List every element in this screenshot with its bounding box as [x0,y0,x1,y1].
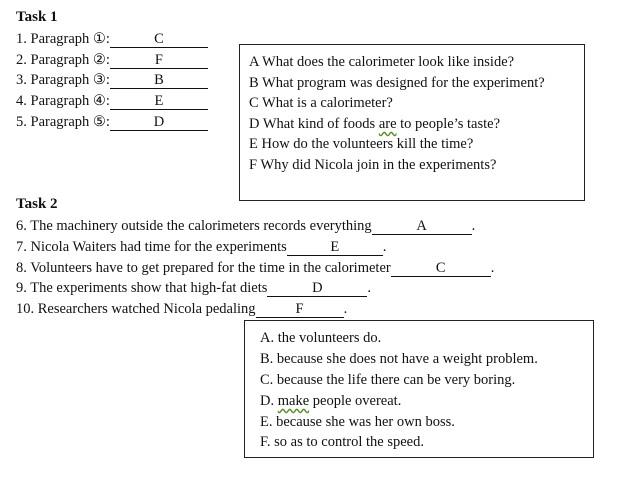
option-e: E. because she was her own boss. [260,414,455,430]
answer-blank[interactable]: D [267,281,367,297]
task2-item-8 [16,259,494,277]
item-prefix: 4. Paragraph ④: [16,93,110,109]
option-c: C. because the life there can be very boring. [260,372,516,388]
option-f: F Why did Nicola join in the experiments? [249,157,497,173]
item-prefix: 7. Nicola Waiters had time for the experiments [16,239,287,255]
item-prefix: 2. Paragraph ②: [16,52,110,68]
option-f: F. so as to control the speed. [260,434,424,450]
answer-blank[interactable]: E [287,240,383,256]
item-prefix: 5. Paragraph ⑤: [16,114,110,130]
answer-blank[interactable]: F [110,53,208,69]
item-suffix: . [490,260,495,276]
option-b: B. because she does not have a weight problem. [260,351,538,367]
item-suffix: . [382,239,387,255]
item-suffix: . [367,280,372,296]
answer-blank[interactable]: C [391,261,491,277]
answer-blank[interactable]: A [372,219,472,235]
task1-title: Task 1 [16,9,58,25]
task1-item-1 [16,30,208,48]
task2-item-9 [16,279,371,297]
task1-item-3 [16,71,208,89]
option-a: A What does the calorimeter look like inside? [249,54,515,70]
item-prefix: 1. Paragraph ①: [16,31,110,47]
task2-title: Task 2 [16,196,58,212]
answer-blank[interactable]: B [110,73,208,89]
task2-item-7 [16,238,386,256]
option-d: D. make people overeat. [260,393,402,409]
answer-blank[interactable]: D [110,115,208,131]
option-c: C What is a calorimeter? [249,95,393,111]
answer-blank[interactable]: E [110,94,208,110]
item-prefix: 9. The experiments show that high-fat diets [16,280,268,296]
answer-blank[interactable]: C [110,32,208,48]
item-prefix: 10. Researchers watched Nicola pedaling [16,301,256,317]
task2-item-10 [16,300,347,318]
item-suffix: . [471,218,476,234]
item-prefix: 8. Volunteers have to get prepared for the time in the calorimeter [16,260,391,276]
item-prefix: 6. The machinery outside the calorimeters records everything [16,218,372,234]
task2-options-box [244,320,594,458]
option-d: D What kind of foods are to people’s taste? [249,116,501,132]
item-prefix: 3. Paragraph ③: [16,72,110,88]
task1-item-4 [16,92,208,110]
task1-item-2 [16,51,208,69]
option-e: E How do the volunteers kill the time? [249,136,474,152]
task1-options-box [239,44,585,201]
option-a: A. the volunteers do. [260,330,382,346]
item-suffix: . [343,301,348,317]
task2-item-6 [16,217,475,235]
task1-item-5 [16,113,208,131]
option-b: B What program was designed for the experiment? [249,75,545,91]
answer-blank[interactable]: F [256,302,344,318]
